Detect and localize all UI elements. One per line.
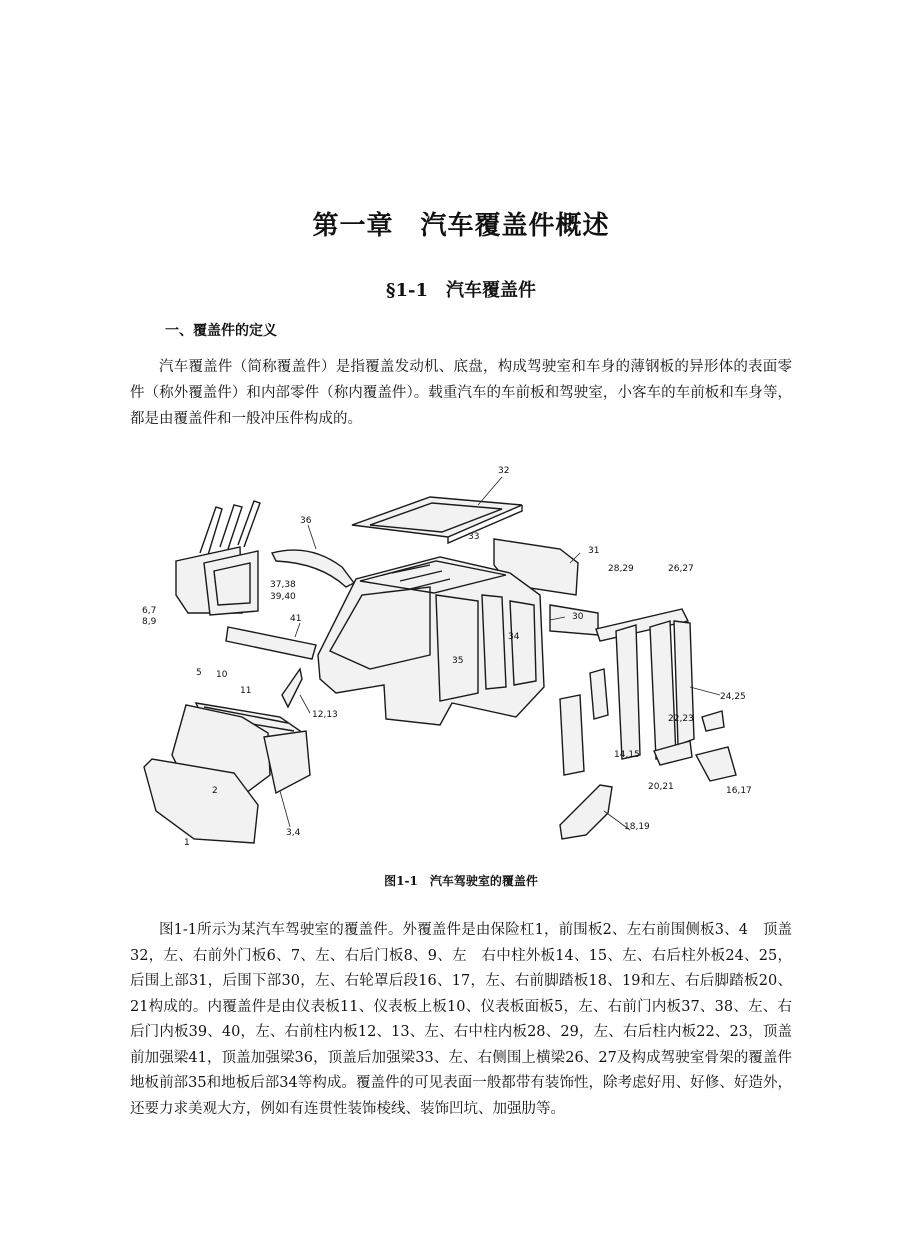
label-2: 2 bbox=[212, 786, 218, 796]
side-panel-drawing bbox=[264, 731, 310, 793]
door-frame-drawing bbox=[200, 501, 260, 555]
front-pillar-drawing bbox=[282, 669, 302, 707]
wheel-house-drawing bbox=[696, 747, 736, 781]
label-36: 36 bbox=[300, 516, 312, 526]
label-10: 10 bbox=[216, 670, 228, 680]
label-11: 11 bbox=[240, 686, 252, 696]
subsection-title: 一、覆盖件的定义 bbox=[165, 323, 277, 339]
label-39-40: 39,40 bbox=[270, 592, 296, 602]
label-37-38: 37,38 bbox=[270, 580, 296, 590]
roof-beam-drawing bbox=[226, 627, 316, 659]
label-35: 35 bbox=[452, 656, 464, 666]
label-41: 41 bbox=[290, 614, 302, 624]
label-6-7: 6,7 bbox=[142, 606, 157, 616]
label-18-19: 18,19 bbox=[624, 822, 650, 832]
figure-caption: 图1-1 汽车驾驶室的覆盖件 bbox=[384, 874, 538, 888]
chapter-title: 第一章 汽车覆盖件概述 bbox=[312, 211, 610, 241]
front-step-drawing bbox=[560, 785, 612, 839]
label-32: 32 bbox=[498, 466, 510, 476]
label-14-15: 14,15 bbox=[614, 750, 640, 760]
label-30: 30 bbox=[572, 612, 584, 622]
label-20-21: 20,21 bbox=[648, 782, 674, 792]
cab-panels-figure bbox=[130, 455, 780, 850]
definition-paragraph: 汽车覆盖件（简称覆盖件）是指覆盖发动机、底盘，构成驾驶室和车身的薄钢板的异形体的表面零件（称外覆盖件）和内部零件（称内覆盖件）。载重汽车的车前板和驾驶室，小客车的车前板和车身等，都是由覆盖件和一般冲压件构成的。 bbox=[130, 359, 792, 427]
label-8-9: 8,9 bbox=[142, 617, 157, 627]
description-paragraph: 图1-1所示为某汽车驾驶室的覆盖件。外覆盖件是由保险杠1，前围板2、左右前围侧板3、4 顶盖32，左、右前外门板6、7、左、右后门板8、9、左 右中柱外板14、15、左、右后柱外板24、25，后围上部31，后围下部30，左、右轮罩后段16、17，左、右前脚踏板18、19和左、右后脚踏板20、21构成的。内覆盖件是由仪表板11、仪表板上板10、仪表板面板5，左、右前门内板37、38、左、右后门内板39、40，左、右前柱内板12、13、左、右中柱内板28、29，左、右后柱内板22、23，顶盖前加强梁41，顶盖加强梁36，顶盖后加强梁33、左、右侧围上横梁26、27及构成驾驶室骨架的覆盖件地板前部35和地板后部34等构成。覆盖件的可见表面一般都带有装饰性，除考虑好用、好修、好造外，还要力求美观大方，例如有连贯性装饰棱线、装饰凹坑、加强肋等。 bbox=[130, 922, 792, 1117]
label-5: 5 bbox=[196, 668, 202, 678]
label-34: 34 bbox=[508, 632, 520, 642]
roof-panel-drawing bbox=[352, 497, 522, 543]
side-step-drawing bbox=[702, 711, 724, 731]
label-33: 33 bbox=[468, 532, 480, 542]
label-1: 1 bbox=[184, 838, 190, 848]
label-3-4: 3,4 bbox=[286, 828, 301, 838]
label-12-13: 12,13 bbox=[312, 710, 338, 720]
label-24-25: 24,25 bbox=[720, 692, 746, 702]
section-title: §1-1 汽车覆盖件 bbox=[386, 280, 536, 301]
label-28-29: 28,29 bbox=[608, 564, 634, 574]
label-16-17: 16,17 bbox=[726, 786, 752, 796]
label-26-27: 26,27 bbox=[668, 564, 694, 574]
label-31: 31 bbox=[588, 546, 600, 556]
label-22-23: 22,23 bbox=[668, 714, 694, 724]
